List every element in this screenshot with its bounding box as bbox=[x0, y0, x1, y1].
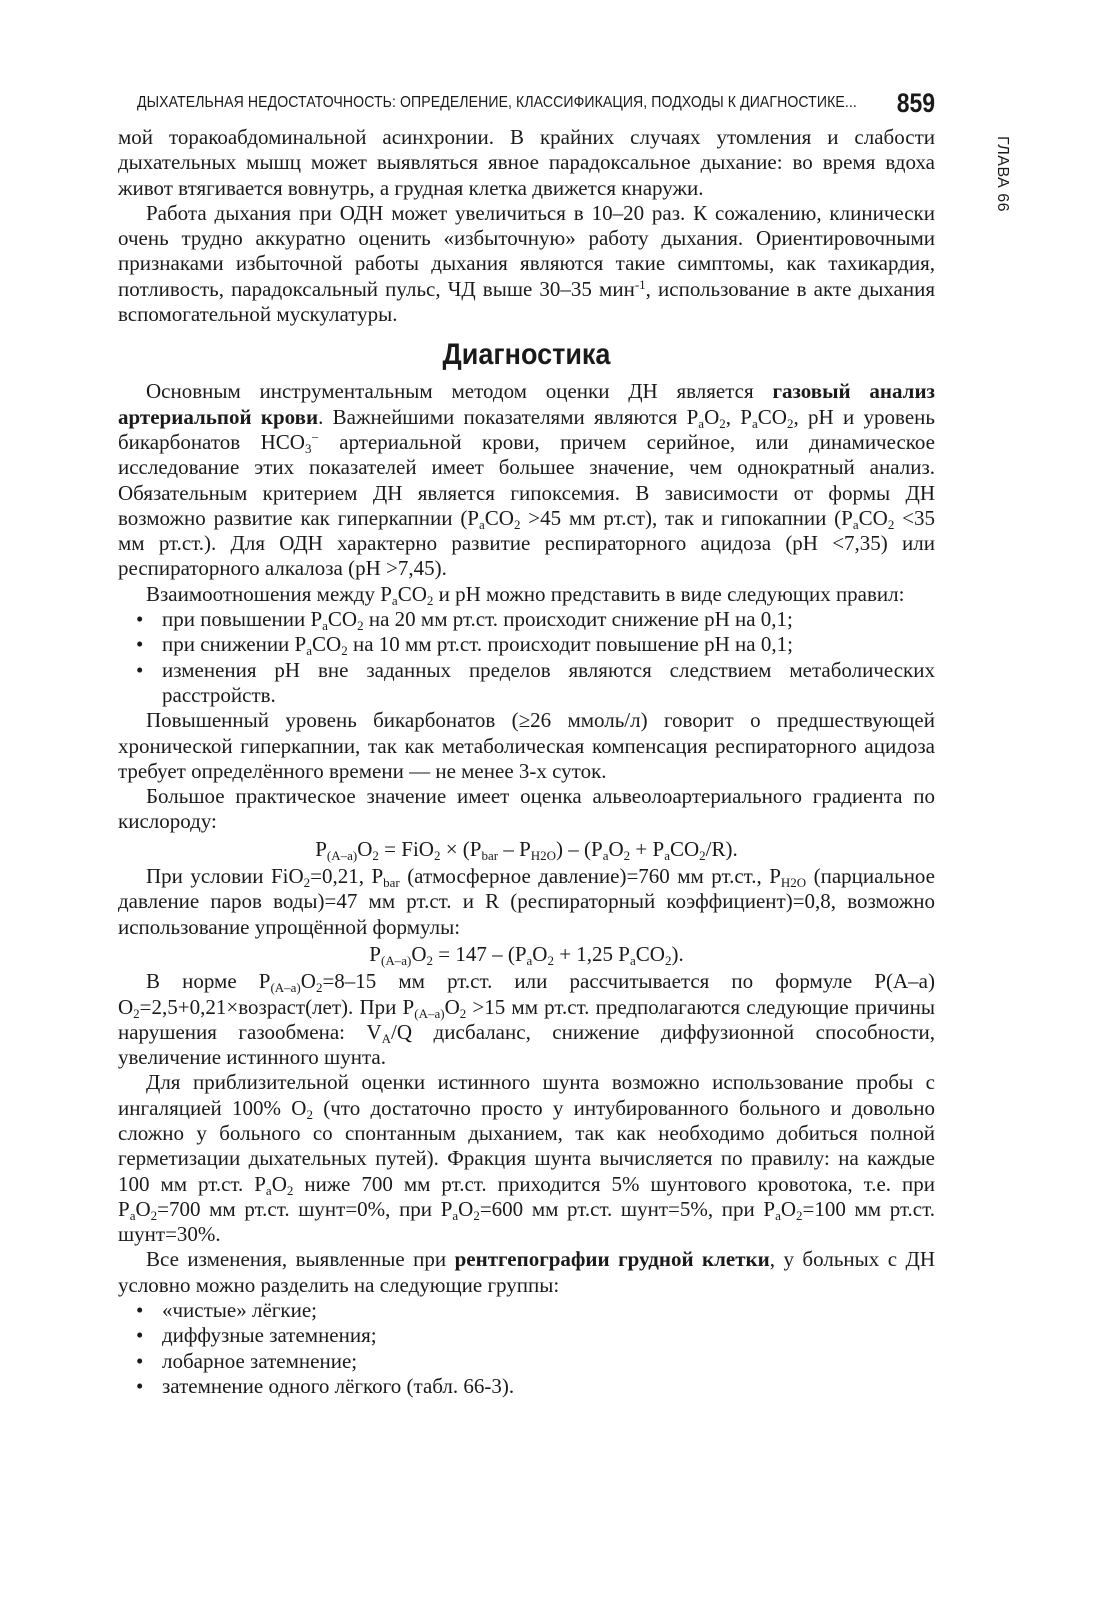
running-header bbox=[137, 88, 935, 118]
chapter-tab bbox=[992, 134, 1012, 214]
list-item: • «чистые» лёгкие; bbox=[136, 1298, 935, 1323]
paragraph: Для приблизительной оценки истинного шунта возможно использование пробы с ингаляцией 100% $O_2$ (что достаточно просто у интубированного больного и довольно сложно у больного со спонтанным дыханием, так как необходимо добиться полной герметизации дыхательных путей). Фракция шунта вычисляется по правилу: на каждые 100 мм рт.ст. $P_aO_2$ ниже 700 мм рт.ст. приходится 5% шунтового кровотока, т.е. при $P_aO_2=700$ мм рт.ст. шунт=0%, при $P_aO_2=600$ мм рт.ст. шунт=5%, при $P_aO_2=100$ мм рт.ст. шунт=30%. bbox=[118, 1070, 935, 1247]
formula-simplified: $P_{(A-a)}O_2 = 147 - (P_aO_2 + 1,25$ $P_aCO_2$). bbox=[369, 941, 684, 968]
paragraph: При условии FiO$_2$=0,21, $P_{bar}$ (атмосферное давление)=760 мм рт.ст., $P_{H2O}$ (парциальное давление паров воды)=47 мм рт.ст. и R (респираторный коэффициент)=0,8, возможно использование упрощённой формулы: bbox=[118, 864, 936, 939]
list-item: • затемнение одного лёгкого (табл. 66-3). bbox=[136, 1374, 935, 1399]
paragraph: Основным инструментальным методом оценки ДН является газовый анализ артериальпой крови. Важнейшими показателями являются $P_aO_2$, $P_aCO_2$, pH и уровень бикарбонатов $HCO_3^-$ артериальной крови, причем серийное, или динамическое исследование этих показателей имеет большее значение, чем однократный анализ. Обязательным критерием ДН является гипоксемия. В зависимости от формы ДН возможно развитие как гиперкапнии ($P_aCO_2 >45$ мм рт.ст), так и гипокапнии ($P_aCO_2 <35$ мм рт.ст.). Для ОДН характерно развитие респираторного ацидоза (pH <7,35) или респираторного алкалоза (pH >7,45). bbox=[118, 379, 936, 581]
list-item: • лобарное затемнение; bbox=[136, 1349, 935, 1374]
paragraph: В норме $P_{(A-a)}O_2=8-15$ мм рт.ст. или рассчитывается по формуле P(A–a) $O_2=2,5+0,21\times возраст(лет)$. При $P_{(A-a)}O_2 >15$ мм рт.ст. предполагаются следующие причины нарушения газообмена: $V_A/Q$ дисбаланс, снижение диффузионной способности, увеличение истинного шунта. bbox=[118, 969, 935, 1070]
page-number: 859 bbox=[896, 88, 935, 118]
paragraph: Большое практическое значение имеет оценка альвеолоартериального градиента по кислороду: bbox=[118, 784, 935, 834]
paragraph: Все изменения, выявленные при рентгепографии грудной клетки, у больных с ДН условно можно разделить на следующие группы: bbox=[118, 1247, 935, 1297]
list-item: • при снижении $P_aCO_2$ на 10 мм рт.ст. происходит повышение pH на 0,1; bbox=[136, 632, 935, 657]
rules-list bbox=[118, 607, 935, 708]
list-item: • при повышении $P_aCO_2$ на 20 мм рт.ст. происходит снижение pH на 0,1; bbox=[136, 607, 935, 632]
chapter-label: ГЛАВА 66 bbox=[994, 136, 1011, 212]
paragraph: мой торакоабдоминальной асинхронии. В крайних случаях утомления и слабости дыхательных мышц может выявляться явное парадоксальное дыхание: во время вдоха живот втягивается вовнутрь, а грудная клетка движется кнаружи. bbox=[118, 125, 935, 200]
paragraph: Повышенный уровень бикарбонатов (≥26 ммоль/л) говорит о предшествующей хронической гиперкапнии, так как метаболическая компенсация респираторного ацидоза требует определённого времени — не менее 3-х суток. bbox=[118, 708, 935, 783]
body-text bbox=[118, 125, 935, 1399]
list-item: • изменения pH вне заданных пределов являются следствием метаболических расстройств. bbox=[136, 658, 935, 709]
formula-aa-gradient: $P_{(A-a)}O_2 = FiO_2 \times (P_{bar} - P_{H2O}) - (P_aO_2 + P_aCO_2/R)$. bbox=[315, 836, 738, 863]
paragraph: Работа дыхания при ОДН может увеличиться в 10–20 раз. К сожалению, клинически очень трудно аккуратно оценить «избыточную» работу дыхания. Ориентировочными признаками избыточной работы дыхания являются такие симптомы, как тахикардия, потливость, парадоксальный пульс, ЧД выше 30–35 мин$^{-1}$, использование в акте дыхания вспомогательной мускулатуры. bbox=[118, 200, 936, 327]
groups-list bbox=[118, 1298, 935, 1399]
running-title: ДЫХАТЕЛЬНАЯ НЕДОСТАТОЧНОСТЬ: ОПРЕДЕЛЕНИЕ, КЛАССИФИКАЦИЯ, ПОДХОДЫ К ДИАГНОСТИКЕ... bbox=[137, 94, 857, 111]
list-item: • диффузные затемнения; bbox=[136, 1323, 935, 1348]
section-heading: Диагностика bbox=[442, 338, 611, 372]
paragraph: Взаимоотношения между $P_aCO_2$ и pH можно представить в виде следующих правил: bbox=[146, 581, 905, 608]
